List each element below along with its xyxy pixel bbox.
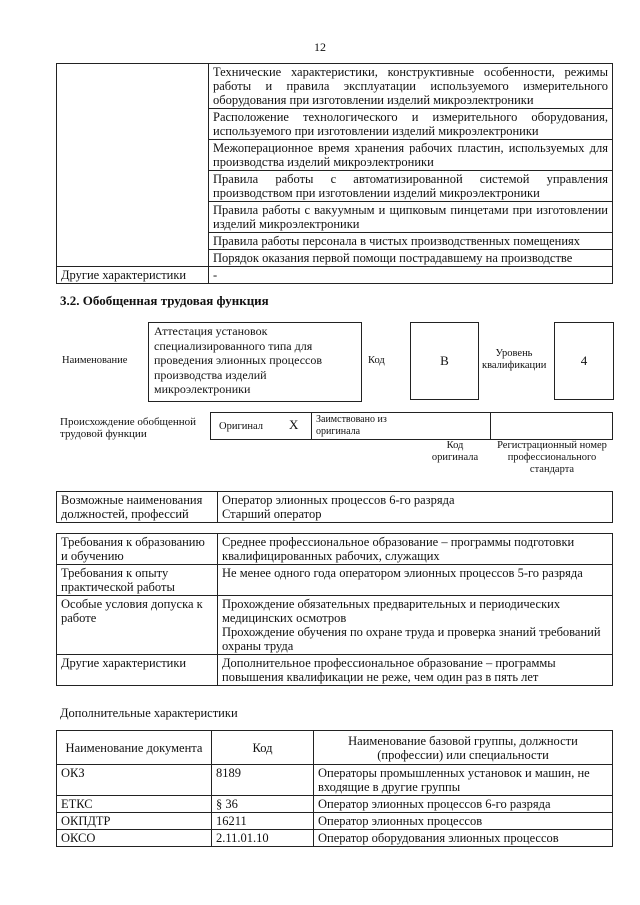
original-label: Оригинал [219, 421, 263, 432]
code-original-caption: Код оригинала [431, 440, 479, 463]
table-row [57, 765, 613, 796]
origin-label: Происхождение обобщенной трудовой функции [60, 416, 197, 440]
code-box: B [410, 322, 479, 400]
requirement-value: Прохождение обязательных предварительных и периодических медицинских осмотров [222, 597, 561, 625]
requirement-label: Особые условия допуска к работе [57, 596, 218, 655]
table-row [57, 813, 613, 830]
group-name-cell: Оператор элионных процессов [314, 813, 613, 830]
group-name-cell: Оператор оборудования элионных процессов [314, 830, 613, 847]
code-cell: 8189 [212, 765, 314, 796]
knowledge-item: Порядок оказания первой помощи пострадавшему на производстве [209, 250, 613, 267]
function-name-box: Аттестация установок специализированного типа для проведения элионных процессов производства изделий микроэлектроники [148, 322, 362, 402]
position-name: Старший оператор [222, 507, 322, 521]
name-label: Наименование [62, 355, 128, 366]
position-name: Оператор элионных процессов 6-го разряда [222, 493, 455, 507]
requirement-label: Другие характеристики [57, 655, 218, 686]
other-characteristics-value: - [209, 267, 613, 284]
knowledge-table [56, 63, 613, 284]
column-header: Наименование документа [57, 731, 212, 765]
requirement-value: Дополнительное профессиональное образование – программы повышения квалификации не реже, чем один раз в пять лет [218, 655, 613, 686]
column-header: Наименование базовой группы, должности (профессии) или специальности [314, 731, 613, 765]
code-cell: 2.11.01.10 [212, 830, 314, 847]
requirement-value: Прохождение обучения по охране труда и проверка знаний требований охраны труда [222, 625, 601, 653]
requirement-label: Требования к образованию и обучению [57, 534, 218, 565]
knowledge-item: Правила работы с вакуумным и щипковым пинцетами при изготовлении изделий микроэлектроники [209, 202, 613, 233]
knowledge-item: Технические характеристики, конструктивные особенности, режимы работы и правила эксплуатации используемого измерительного оборудования при изготовлении изделий микроэлектроники [209, 64, 613, 109]
doc-name-cell: ЕТКС [57, 796, 212, 813]
requirement-value: Среднее профессиональное образование – программы подготовки квалифицированных рабочих, служащих [218, 534, 613, 565]
requirement-label: Требования к опыту практической работы [57, 565, 218, 596]
doc-name-cell: ОКЗ [57, 765, 212, 796]
doc-name-cell: ОКСО [57, 830, 212, 847]
positions-table [56, 491, 613, 523]
table-row [57, 796, 613, 813]
original-box [210, 412, 312, 440]
group-name-cell: Оператор элионных процессов 6-го разряда [314, 796, 613, 813]
knowledge-item: Межоперационное время хранения рабочих пластин, используемых для производства изделий микроэлектроники [209, 140, 613, 171]
requirement-values [218, 596, 613, 655]
section-title: 3.2. Обобщенная трудовая функция [60, 293, 269, 308]
code-cell: 16211 [212, 813, 314, 830]
additional-table [56, 730, 613, 847]
borrowed-label: Заимствовано из оригинала [316, 414, 387, 437]
borrowed-box [311, 412, 613, 440]
page-number: 12 [314, 40, 326, 54]
knowledge-label-cell [57, 64, 209, 267]
requirements-table [56, 533, 613, 686]
knowledge-item: Правила работы персонала в чистых производственных помещениях [209, 233, 613, 250]
code-original-divider [490, 413, 491, 439]
positions-label: Возможные наименования должностей, профессий [57, 492, 218, 523]
doc-name-cell: ОКПДТР [57, 813, 212, 830]
code-cell: § 36 [212, 796, 314, 813]
qualification-level-label: Уровень квалификации [482, 348, 547, 371]
code-label: Код [368, 355, 385, 366]
reg-number-caption: Регистрационный номер профессионального стандарта [497, 440, 607, 475]
other-characteristics-label: Другие характеристики [57, 267, 209, 284]
original-checkbox-mark: X [289, 417, 299, 432]
knowledge-item: Правила работы с автоматизированной системой управления производством при изготовлении изделий микроэлектроники [209, 171, 613, 202]
additional-title: Дополнительные характеристики [60, 706, 238, 720]
table-row [57, 830, 613, 847]
column-header: Код [212, 731, 314, 765]
positions-values [218, 492, 613, 523]
requirement-value: Не менее одного года оператором элионных процессов 5-го разряда [218, 565, 613, 596]
qualification-level-box: 4 [554, 322, 614, 400]
group-name-cell: Операторы промышленных установок и машин, не входящие в другие группы [314, 765, 613, 796]
knowledge-item: Расположение технологического и измерительного оборудования, используемого при изготовлении изделий микроэлектроники [209, 109, 613, 140]
